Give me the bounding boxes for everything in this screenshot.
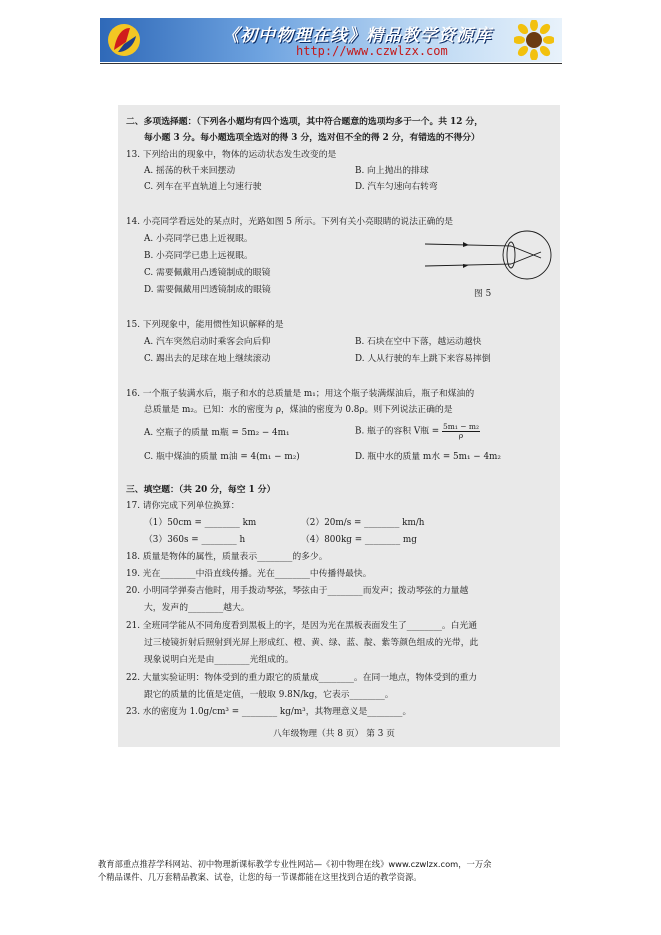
q15-stem: 15. 下列现象中，能用惯性知识解释的是 (126, 320, 284, 330)
q21-line2: 过三棱镜折射后照射到光屏上形成红、橙、黄、绿、蓝、靛、紫等颜色组成的光带，此 (144, 638, 479, 648)
page-number-footer: 八年级物理（共 8 页） 第 3 页 (273, 729, 395, 739)
sunflower-icon (514, 20, 554, 60)
banner-divider (100, 63, 562, 64)
q18: 18. 质量是物体的属性，质量表示________的多少。 (126, 552, 328, 562)
q16-option-d: D. 瓶中水的质量 m水 = 5m₁ − 4m₂ (355, 452, 501, 462)
header-banner (100, 18, 562, 62)
q14-option-c: C. 需要佩戴用凸透镜制成的眼镜 (144, 268, 271, 278)
q16-option-b (355, 423, 480, 439)
q17-stem: 17. 请你完成下列单位换算： (126, 501, 240, 511)
q16-fraction-denominator: ρ (458, 430, 464, 440)
q13-option-b: B. 向上抛出的排球 (355, 166, 429, 176)
q13-option-c: C. 列车在平直轨道上匀速行驶 (144, 182, 262, 192)
promo-line-2: 个精品课件、几万套精品教案、试卷，让您的每一节课都能在这里找到合适的教学资源。 (98, 872, 422, 882)
q19: 19. 光在________中沿直线传播。光在________中传播得最快。 (126, 569, 372, 579)
section3-heading: 三、填空题：（共 20 分，每空 1 分） (126, 485, 276, 495)
site-promo-footer (98, 858, 578, 884)
promo-line-1: 教育部重点推荐学科网站、初中物理新课标教学专业性网站—《初中物理在线》www.czwlzx.com，一万余 (98, 859, 492, 869)
q13-stem: 13. 下列给出的现象中，物体的运动状态发生改变的是 (126, 150, 337, 160)
q16-stem: 16. 一个瓶子装满水后，瓶子和水的总质量是 m₁；用这个瓶子装满煤油后，瓶子和煤油的 (126, 389, 475, 399)
figure-5-caption: 图 5 (474, 289, 492, 299)
banner-title: 《初中物理在线》精品教学资源库 (222, 26, 492, 46)
q13-option-d: D. 汽车匀速向右转弯 (355, 182, 438, 192)
q20-line1: 20. 小明同学弹奏吉他时，用手拨动琴弦，琴弦由于________而发声；拨动琴弦的力量越 (126, 586, 469, 596)
q21-line1: 21. 全班同学能从不同角度看到黑板上的字，是因为光在黑板表面发生了________。白光通 (126, 621, 478, 631)
eye-light-path-diagram (423, 228, 553, 282)
q22-line2: 跟它的质量的比值是定值，一般取 9.8N/kg，它表示________。 (144, 690, 394, 700)
q17-part2: （2）20m/s = ________ km/h (301, 518, 425, 528)
section2-heading-cont: 每小题 3 分。每小题选项全选对的得 3 分，选对但不全的得 2 分，有错选的不得分） (144, 133, 480, 143)
q17-part4: （4）800kg = ________ mg (301, 535, 417, 545)
q16-option-b-prefix: B. 瓶子的容积 V瓶 = (355, 426, 440, 437)
q21-line3: 现象说明白光是由________光组成的。 (144, 655, 294, 665)
q16-stem-cont: 总质量是 m₂。已知：水的密度为 ρ，煤油的密度为 0.8ρ。则下列说法正确的是 (144, 405, 453, 415)
q16-option-a: A. 空瓶子的质量 m瓶 = 5m₂ − 4m₁ (144, 428, 290, 438)
q15-option-d: D. 人从行驶的车上跳下来容易摔倒 (355, 354, 491, 364)
q20-line2: 大，发声的________越大。 (144, 603, 250, 613)
q16-option-c: C. 瓶中煤油的质量 m油 = 4(m₁ − m₂) (144, 452, 300, 462)
q15-option-c: C. 踢出去的足球在地上继续滚动 (144, 354, 271, 364)
q17-part1: （1）50cm = ________ km (144, 518, 257, 528)
q17-part3: （3）360s = ________ h (144, 535, 246, 545)
section2-heading: 二、多项选择题：（下列各小题均有四个选项，其中符合题意的选项均多于一个。共 12 分， (126, 117, 484, 127)
site-logo-icon (106, 22, 142, 58)
q14-option-b: B. 小亮同学已患上远视眼。 (144, 251, 253, 261)
q16-fraction-numerator: 5m₁ − m₂ (442, 422, 480, 431)
q23: 23. 水的密度为 1.0g/cm³ = ________ kg/m³，其物理意义是________。 (126, 707, 412, 717)
q14-stem: 14. 小亮同学看远处的某点时，光路如图 5 所示。下列有关小亮眼睛的说法正确的是 (126, 217, 454, 227)
q15-option-b: B. 石块在空中下落，越运动越快 (355, 337, 482, 347)
q14-option-a: A. 小亮同学已患上近视眼。 (144, 234, 253, 244)
q15-option-a: A. 汽车突然启动时乘客会向后仰 (144, 337, 271, 347)
banner-url-link[interactable]: http://www.czwlzx.com (296, 44, 448, 58)
scanned-exam-page (118, 105, 560, 747)
q16-option-b-fraction (442, 423, 480, 439)
q22-line1: 22. 大量实验证明：物体受到的重力跟它的质量成________。在同一地点，物体受到的重力 (126, 673, 478, 683)
q13-option-a: A. 摇荡的秋千来回摆动 (144, 166, 236, 176)
q14-option-d: D. 需要佩戴用凹透镜制成的眼镜 (144, 285, 271, 295)
